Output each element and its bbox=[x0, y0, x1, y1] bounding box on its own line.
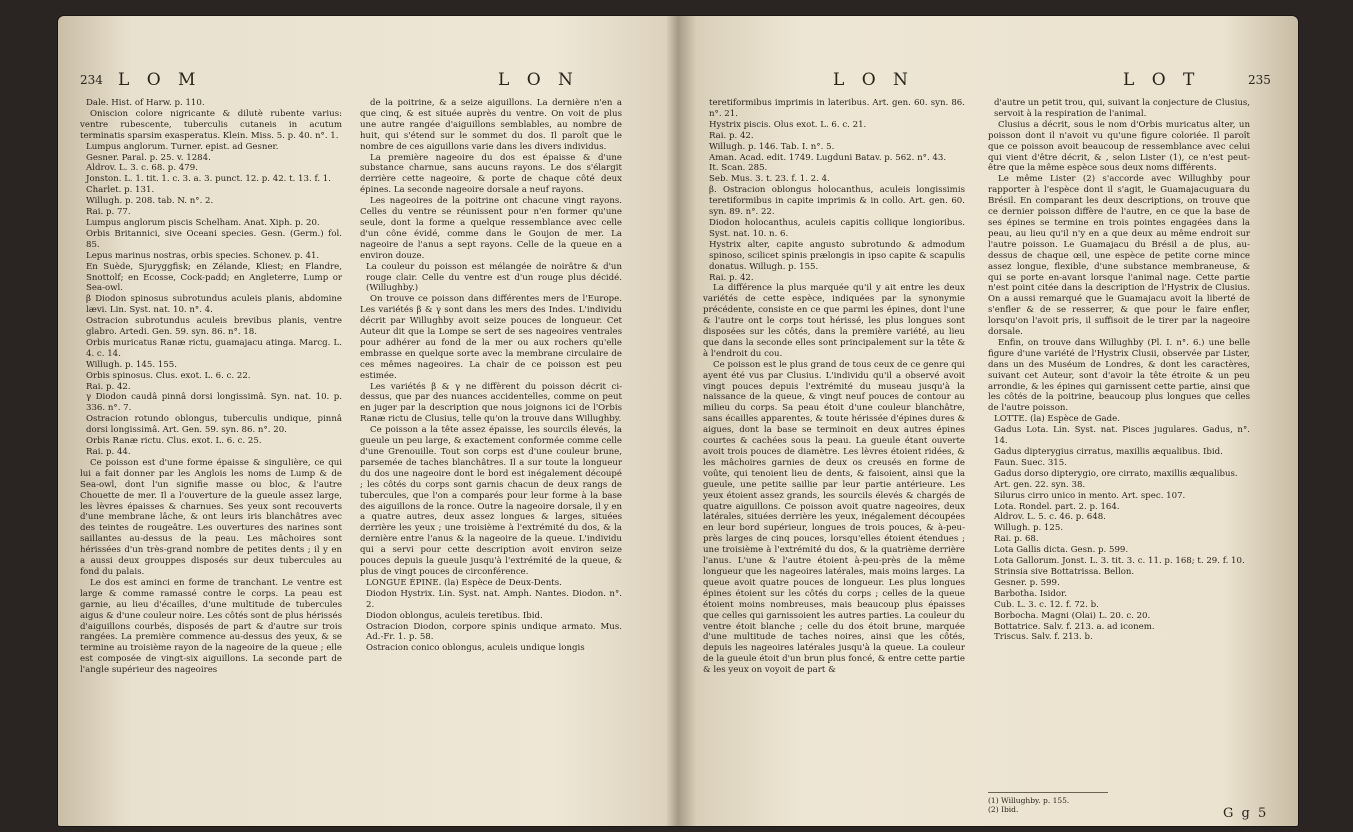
text-paragraph: Ostracion subrotundus aculeis brevibus planis, ventre glabro. Artedi. Gen. 59. syn. 86. n°. 18. bbox=[86, 316, 342, 338]
text-paragraph: Borbocha. Magni (Olai) L. 20. c. 20. bbox=[994, 610, 1151, 621]
text-paragraph: Orbis muricatus Ranæ rictu, guamajacu atinga. Marcg. L. 4. c. 14. bbox=[86, 337, 342, 359]
text-paragraph: teretiformibus imprimis in lateribus. Art. gen. 60. syn. 86. n°. 21. bbox=[709, 98, 965, 119]
text-paragraph: Le dos est aminci en forme de tranchant. Le ventre est large & comme ramassé contre le corps. La peau est garnie, au lieu d'écailles, d'une multitude de tubercules aigus & d'une couleur noire. Les côtés sont de plus hérissés d'aiguillons courbés, disposés de part & d'autre sur trois rangées. La première commence au-dessus des yeux, & se termine au troisième rayon de la nageoire de la queue ; elle est composée de vingt-six aiguillons. La seconde part de l'angle supérieur des nageoires bbox=[80, 577, 342, 676]
text-paragraph: β. Ostracion oblongus holocanthus, aculeis longissimis teretiformibus in capite imprimis & in collo. Art. gen. 60. syn. 89. n°. 22. bbox=[709, 185, 965, 218]
text-paragraph: Gesner. Paral. p. 25. v. 1284. bbox=[86, 152, 211, 163]
text-paragraph: Aldrov. L. 5. c. 46. p. 648. bbox=[994, 512, 1106, 523]
text-paragraph: Rai. p. 68. bbox=[994, 534, 1039, 545]
text-paragraph: Willugh. p. 125. bbox=[994, 523, 1064, 534]
footnote-rule bbox=[988, 792, 1108, 814]
page-header bbox=[683, 70, 1298, 94]
text-paragraph: Cub. L. 3. c. 12. f. 72. b. bbox=[994, 599, 1099, 610]
text-paragraph: Barbotha. Isidor. bbox=[994, 588, 1067, 599]
footnote: (1) Willughby. p. 155. bbox=[988, 796, 1070, 805]
text-paragraph: Bottatrice. Salv. f. 213. a. ad iconem. bbox=[994, 621, 1155, 632]
left-page bbox=[58, 16, 678, 826]
text-paragraph: Rai. p. 44. bbox=[86, 447, 131, 457]
text-paragraph: Les variétés β & γ ne diffèrent du poisson décrit ci-dessus, que par des nuances accidentelles, comme on peut en juger par la description que nous joignons ici de l'Orbis Ranæ rictu de Clusius, telle qu'on la trouve dans Willughby. bbox=[360, 381, 622, 425]
text-paragraph: Rai. p. 42. bbox=[709, 130, 754, 141]
running-head-right: L O T bbox=[1123, 70, 1201, 90]
text-paragraph: La différence la plus marquée qu'il y ait entre les deux variétés de cette espèce, indiquées par la synonymie précédente, consiste en ce que parmi les épines, dont l'une & l'autre ont le corps tout hérissé, les plus longues sont disposées sur les côtés, dans la première variété, au lieu que dans la seconde elles sont principalement sur la tête & à l'endroit du cou. bbox=[703, 283, 965, 359]
text-paragraph: Ce poisson a la tête assez épaisse, les sourcils élevés, la gueule un peu large, & exactement conformée comme celle d'une Grenouille. Tout son corps est d'une couleur brune, parsemée de taches blanchâtres. Il a sur toute la longueur du dos une nageoire dont le bord est inégalement découpé ; les côtés du corps sont garnis chacun de deux rangs de tubercules, que l'on a comparés pour leur forme à la base des aiguillons de la ronce. Outre la nageoire dorsale, il y en a quatre autres, deux assez longues & larges, situées derrière les yeux ; une troisième à l'extrémité du dos, & la dernière entre l'anus & la nageoire de la queue. L'individu qui a servi pour cette description avoit environ seize pouces depuis la gueule jusqu'à l'extrémité de la queue, & plus de vingt pouces de circonférence. bbox=[360, 425, 622, 577]
text-paragraph: Oniscion colore nigricante & dilutè rubente varius: ventre rubescente, tuberculis cutaneis in acutum terminatis sparsim exasperatus. Klein. Miss. 5. p. 40. n°. 1. bbox=[80, 108, 342, 141]
text-paragraph: Seb. Mus. 3. t. 23. f. 1. 2. 4. bbox=[709, 174, 830, 185]
text-paragraph: Ostracion Diodon, corpore spinis undique armato. Mus. Ad.-Fr. 1. p. 58. bbox=[366, 621, 622, 643]
left-column-2 bbox=[360, 98, 622, 818]
text-paragraph: Lota Gallis dicta. Gesn. p. 599. bbox=[994, 545, 1129, 556]
text-paragraph: Ostracion conico oblongus, aculeis undique longis bbox=[366, 643, 585, 654]
text-paragraph: γ Diodon caudâ pinnâ dorsi longissimâ. Syn. nat. 10. p. 336. n°. 7. bbox=[86, 392, 342, 414]
text-paragraph: de la poitrine, & a seize aiguillons. La dernière n'en a que cinq, & est située auprès du ventre. On voit de plus une autre rangée d'aiguillons semblables, au nombre de huit, qui s'étend sur le sommet du dos. Il paroît que le nombre de ces aiguillons varie dans les divers individus. bbox=[360, 98, 622, 152]
page-number: 235 bbox=[1248, 73, 1271, 87]
text-paragraph: It. Scan. 285. bbox=[709, 163, 768, 174]
text-paragraph: Orbis spinosus. Clus. exot. L. 6. c. 22. bbox=[86, 370, 251, 381]
text-paragraph: Art. gen. 22. syn. 38. bbox=[994, 479, 1086, 490]
text-paragraph: Rai. p. 42. bbox=[86, 381, 131, 392]
signature-mark: G g 5 bbox=[1223, 806, 1269, 821]
text-paragraph: Diodon Hystrix. Lin. Syst. nat. Amph. Nantes. Diodon. n°. 2. bbox=[366, 588, 622, 610]
text-paragraph: Le même Lister (2) s'accorde avec Willughby pour rapporter à l'espèce dont il s'agit, le Guamajacuguara du Brésil. En comparant les deux descriptions, on trouve que ce dernier poisson diffère de l'autre, en ce que la base de ses épines se termine en trois pointes engagées dans la peau, au lieu qu'il n'y en a que deux au même endroit sur l'autre poisson. Le Guamajacu du Brésil a de plus, au-dessus de chaque œil, une espèce de petite corne mince assez longue, flexible, d'une substance membraneuse, & qui se porte en-avant lorsque l'animal nage. Cette partie n'est point citée dans la description de l'Hystrix de Clusius. On a aussi remarqué que le Guamajacu avoit la liberté de s'enfler & de se resserrer, & que pour le faire enfler, lorsqu'on l'avoit pris, il suffisoit de le tirer par la nageoire dorsale. bbox=[988, 174, 1250, 338]
text-paragraph: En Suède, Sjuryggfisk; en Zélande, Kliest; en Flandre, Snottolf; en Ecosse, Cock-padd; en Angleterre, Lump or Sea-owl. bbox=[86, 261, 342, 294]
text-paragraph: Willugh. p. 208. tab. N. n°. 2. bbox=[86, 196, 214, 207]
running-head-left: L O N bbox=[833, 70, 914, 90]
running-head-left: L O M bbox=[118, 70, 202, 90]
text-paragraph: Faun. Suec. 315. bbox=[994, 457, 1067, 468]
text-paragraph: Jonston. L. 1. tit. 1. c. 3. a. 3. punct. 12. p. 42. t. 13. f. 1. bbox=[86, 174, 331, 185]
text-paragraph: Lota. Rondel. part. 2. p. 164. bbox=[994, 501, 1120, 512]
text-paragraph: Silurus cirro unico in mento. Art. spec. 107. bbox=[994, 490, 1186, 501]
text-paragraph: Les nageoires de la poitrine ont chacune vingt rayons. Celles du ventre se réunissent pour n'en former qu'une seule, dont la forme a quelque ressemblance avec celle d'un cône évidé, comme dans le Goujon de mer. La nageoire de l'anus a sept rayons. Celle de la queue en a environ douze. bbox=[360, 196, 622, 261]
text-paragraph: Rai. p. 42. bbox=[709, 272, 754, 283]
text-paragraph: On trouve ce poisson dans différentes mers de l'Europe. Les variétés β & γ sont dans les mers des Indes. L'individu décrit par Willughby avoit seize pouces de longueur. Cet Auteur dit que la Lompe se sert de ses nageoires ventrales pour adhérer au fond de la mer ou aux rochers qu'elle embrasse en quelque sorte avec la membrane circulaire de ces mêmes nageoires. La chair de ce poisson est peu estimée. bbox=[360, 294, 622, 381]
footnotes bbox=[988, 786, 1258, 814]
footnote: (2) Ibid. bbox=[988, 805, 1019, 814]
text-paragraph: Triscus. Salv. f. 213. b. bbox=[994, 632, 1093, 643]
text-paragraph: β Diodon spinosus subrotundus aculeis planis, abdomine lævi. Lin. Syst. nat. 10. n°. 4. bbox=[86, 294, 342, 316]
text-paragraph: Enfin, on trouve dans Willughby (Pl. I. n°. 6.) une belle figure d'une variété de l'Hystrix Clusii, observée par Lister, dans un des Muséum de Londres, & dont les caractères, suivant cet Auteur, sont d'avoir la tête étroite & un peu arrondie, & les épines qui garnissent cette partie, ainsi que les côtés de la poitrine, beaucoup plus longues que celles de l'autre poisson. bbox=[988, 337, 1250, 414]
text-paragraph: LOTTE. (la) Espèce de Gade. bbox=[994, 414, 1120, 425]
page-number: 234 bbox=[80, 73, 103, 87]
right-column-1 bbox=[703, 98, 965, 818]
text-paragraph: Hystrix piscis. Olus exot. L. 6. c. 21. bbox=[709, 119, 867, 130]
text-paragraph: Orbis Ranæ rictu. Clus. exot. L. 6. c. 25. bbox=[86, 436, 262, 447]
open-book bbox=[58, 16, 1298, 826]
text-paragraph: Gesner. p. 599. bbox=[994, 577, 1060, 588]
text-paragraph: Ostracion rotundo oblongus, tuberculis undique, pinnâ dorsi longissimâ. Art. Gen. 59. syn. 86. n°. 20. bbox=[86, 414, 342, 436]
left-column-1 bbox=[80, 98, 342, 818]
text-paragraph: LONGUE ÉPINE. (la) Espèce de Deux-Dents. bbox=[366, 577, 562, 588]
text-paragraph: La première nageoire du dos est épaisse & d'une substance charnue, sans aucuns rayons. Le dos s'élargit derrière cette nageoire, & porte de chaque côté deux épines. La seconde nageoire dorsale a neuf rayons. bbox=[360, 152, 622, 196]
text-paragraph: Ce poisson est le plus grand de tous ceux de ce genre qui ayent été vus par Clusius. L'individu qu'il a observé avoit vingt pouces depuis l'extrémité du museau jusqu'à la naissance de la queue, & vingt neuf pouces de contour au milieu du corps. Sa peau étoit d'une couleur blanchâtre, sans écailles apparentes, & toute hérissée d'épines dures & aigues, dont la base se terminoit en deux autres épines courtes & cachées sous la peau. La gueule étant ouverte avoit trois pouces de diamètre. Les lèvres étoient ridées, & les mâchoires garnies de deux os creusés en forme de voûte, qui tenoient lieu de dents, & faisoient, ainsi que la gueule, une petite saillie par leur partie antérieure. Les yeux étoient assez grands, les sourcils élevés & chargés de quatre aiguillons. Ce poisson avoit quatre nageoires, deux latérales, situées derrière les yeux, inégalement découpées en leur bord supérieur, longues de trois pouces, & à-peu-près larges de cinq pouces, lorsqu'elles étoient étendues ; une troisième à l'extrémité du dos, & la quatrième derrière l'anus. L'une & l'autre étoient à-peu-près de la même longueur que les nageoires latérales, mais moins larges. La queue avoit quatre pouces de longueur. Les plus longues épines étoient sur les côtés du corps ; celles de la queue étoient moins nombreuses, mais beaucoup plus épaisses que celles qui garnissoient les autres parties. La couleur du ventre étoit blanche ; celle du dos étoit brune, marquée d'une multitude de taches noires, ainsi que les côtés, depuis les nageoires latérales jusqu'à la queue. La couleur de la gueule étoit d'un brun plus foncé, & entre cette partie & les yeux on voyoit de part & bbox=[703, 359, 965, 676]
text-paragraph: Strinsia sive Bottatrissa. Bellon. bbox=[994, 566, 1135, 577]
text-paragraph: Rai. p. 77. bbox=[86, 207, 131, 218]
text-paragraph: Hystrix alter, capite angusto subrotundo & admodum spinoso, scilicet spinis prælongis in ipso capite & scapulis donatus. Willugh. p. 155. bbox=[709, 239, 965, 272]
text-paragraph: Willugh. p. 145. 155. bbox=[86, 359, 177, 370]
right-page bbox=[683, 16, 1298, 826]
text-paragraph: Gadus Lota. Lin. Syst. nat. Pisces jugulares. Gadus, n°. 14. bbox=[994, 425, 1250, 447]
right-column-2 bbox=[988, 98, 1250, 798]
page-header bbox=[58, 70, 678, 94]
text-paragraph: Clusius a décrit, sous le nom d'Orbis muricatus alter, un poisson dont il n'avoit vu qu'une figure coloriée. Il paroît que ce poisson avoit beaucoup de ressemblance avec celui qui vient d'être décrit, & , selon Lister (1), ce n'est peut-être que la même espèce sous deux noms différents. bbox=[988, 119, 1250, 174]
text-paragraph: Charlet. p. 131. bbox=[86, 185, 155, 196]
text-paragraph: Lota Gallorum. Jonst. L. 3. tit. 3. c. 11. p. 168; t. 29. f. 10. bbox=[994, 556, 1245, 567]
text-paragraph: Ce poisson est d'une forme épaisse & singulière, ce qui lui a fait donner par les Anglois les noms de Lump & de Sea-owl, dont l'un signifie masse ou bloc, & l'autre Chouette de mer. Il a l'ouverture de la gueule assez large, les lèvres épaisses & charnues. Ses yeux sont recouverts d'une membrane lâche, & ont leurs iris blanchâtres avec des teintes de rougeâtre. Les ouvertures des narines sont saillantes au-dessus de la peau. Les mâchoires sont hérissées d'un très-grand nombre de petites dents ; il y en a aussi deux grouppes disposés sur deux tubercules au fond du palais. bbox=[80, 457, 342, 577]
text-paragraph: Aman. Acad. edit. 1749. Lugduni Batav. p. 562. n°. 43. bbox=[709, 152, 947, 163]
text-paragraph: Aldrov. L. 3. c. 68. p. 479. bbox=[86, 163, 198, 174]
text-paragraph: La couleur du poisson est mélangée de noirâtre & d'un rouge clair. Celle du ventre est d'un rouge plus décidé. (Willughby.) bbox=[366, 261, 622, 294]
text-paragraph: Lumpus anglorum piscis Schelham. Anat. Xiph. p. 20. bbox=[86, 217, 320, 228]
text-paragraph: Gadus dorso dipterygio, ore cirrato, maxillis æqualibus. bbox=[994, 468, 1238, 479]
running-head-right: L O N bbox=[498, 70, 579, 90]
text-paragraph: Diodon holocanthus, aculeis capitis collique longioribus. Syst. nat. 10. n. 6. bbox=[709, 217, 965, 239]
text-paragraph: Lepus marinus nostras, orbis species. Schonev. p. 41. bbox=[86, 250, 320, 261]
text-paragraph: Orbis Britannici, sive Oceani species. Gesn. (Germ.) fol. 85. bbox=[86, 228, 342, 250]
text-paragraph: Dale. Hist. of Harw. p. 110. bbox=[86, 98, 205, 108]
text-paragraph: d'autre un petit trou, qui, suivant la conjecture de Clusius, servoit à la respiration de l'animal. bbox=[994, 98, 1250, 119]
text-paragraph: Gadus dipterygius cirratus, maxillis æqualibus. Ibid. bbox=[994, 447, 1223, 457]
text-paragraph: Lumpus anglorum. Turner. epist. ad Gesner. bbox=[86, 141, 279, 152]
text-paragraph: Willugh. p. 146. Tab. I. n°. 5. bbox=[709, 141, 835, 152]
text-paragraph: Diodon oblongus, aculeis teretibus. Ibid. bbox=[366, 610, 543, 621]
